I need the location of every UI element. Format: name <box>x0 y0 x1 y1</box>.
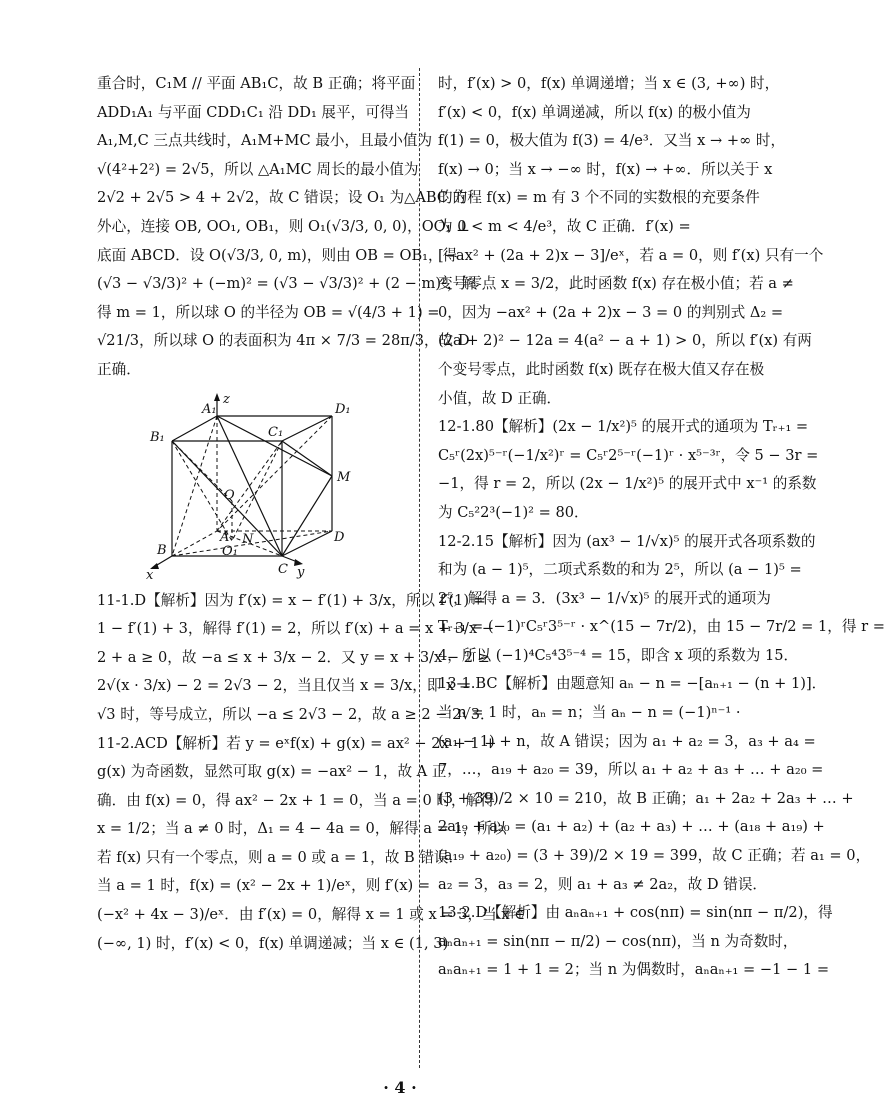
text-line: g(x) 为奇函数，显然可取 g(x) = −ax² − 1，故 A 正 <box>97 763 447 781</box>
text-line: (2a + 2)² − 12a = 4(a² − a + 1) > 0，所以 f′(x) 有两 <box>438 332 812 350</box>
text-line: [−ax² + (2a + 2)x − 3]/eˣ，若 a = 0，则 f′(x) 只有一个 <box>438 246 824 264</box>
text-line: (3 + 39)/2 × 10 = 210，故 B 正确；a₁ + 2a₂ + 2a₃ + … + <box>438 789 854 807</box>
z-axis-arrow <box>214 393 220 401</box>
text-line: −1，得 r = 2，所以 (2x − 1/x²)⁵ 的展开式中 x⁻¹ 的系数 <box>438 475 817 493</box>
text-line: (−∞, 1) 时，f′(x) < 0，f(x) 单调递减；当 x ∈ (1, 3) <box>97 934 449 952</box>
text-line: 0，因为 −ax² + (2a + 2)x − 3 = 0 的判别式 Δ₂ = <box>438 303 784 321</box>
label-o: O <box>224 487 235 503</box>
text-line: 底面 ABCD．设 O(√3/3, 0, m)，则由 OB = OB₁，得 <box>97 246 458 264</box>
label-n: N <box>242 531 254 547</box>
text-line: √21/3，所以球 O 的表面积为 4π × 7/3 = 28π/3，故 D <box>97 332 470 350</box>
text-line: f(1) = 0，极大值为 f(3) = 4/e³．又当 x → +∞ 时， <box>438 132 786 150</box>
text-line: 13-2.D【解析】由 aₙaₙ₊₁ + cos(nπ) = sin(nπ − π/2)，得 <box>438 904 833 922</box>
line-c1-m <box>282 441 332 476</box>
line-o-b1-hidden <box>172 441 232 501</box>
text-line: 1 − f′(1) + 3，解得 f′(1) = 2，所以 f′(x) + a = x + 3/x − <box>97 620 495 638</box>
label-x: x <box>146 567 154 583</box>
label-y: y <box>297 564 305 580</box>
label-d: D <box>334 529 345 545</box>
column-divider <box>419 68 420 1068</box>
text-line: 个变号零点，此时函数 f(x) 既存在极大值又存在极 <box>438 360 765 378</box>
text-line: 和为 (a − 1)⁵，二项式系数的和为 2⁵，所以 (a − 1)⁵ = <box>438 561 802 579</box>
text-line: (a₁₉ + a₂₀) = (3 + 39)/2 × 19 = 399，故 C 正确；若 a₁ = 0， <box>438 847 871 865</box>
label-o1: O₁ <box>222 543 238 559</box>
text-line: 确．由 f(x) = 0，得 ax² − 2x + 1 = 0，当 a = 0 时，解得 <box>97 791 495 809</box>
text-line: 12-2.15【解析】因为 (ax³ − 1/√x)⁵ 的展开式各项系数的 <box>438 532 816 550</box>
text-line: 外心，连接 OB, OO₁, OB₁，则 O₁(√3/3, 0, 0)，OO₁ ⊥ <box>97 217 470 235</box>
text-line: 的方程 f(x) = m 有 3 个不同的实数根的充要条件 <box>438 189 760 207</box>
text-line: aₙaₙ₊₁ = 1 + 1 = 2；当 n 为偶数时，aₙaₙ₊₁ = −1 − 1 = <box>438 961 830 979</box>
edge-c1-d1 <box>282 416 332 441</box>
text-line: 2√(x · 3/x) − 2 = 2√3 − 2，当且仅当 x = 3/x，即 x = <box>97 677 472 695</box>
cube-diagram <box>142 391 352 581</box>
cube-figure <box>97 391 400 581</box>
text-line: f′(x) < 0，f(x) 单调递减，所以 f(x) 的极小值为 <box>438 103 751 121</box>
label-z: z <box>223 391 230 407</box>
text-line: aₙaₙ₊₁ = sin(nπ − π/2) − cos(nπ)，当 n 为奇数时， <box>438 932 798 950</box>
line-b1-o1-hidden <box>172 441 232 541</box>
text-line: C₅ʳ(2x)⁵⁻ʳ(−1/x²)ʳ = C₅ʳ2⁵⁻ʳ(−1)ʳ · x⁵⁻³ʳ，令 5 − 3r = <box>438 446 819 464</box>
text-line: (−x² + 4x − 3)/eˣ．由 f′(x) = 0，解得 x = 1 或 x = 3，当 x ∈ <box>97 906 526 924</box>
text-line: ADD₁A₁ 与平面 CDD₁C₁ 沿 DD₁ 展平，可得当 <box>97 103 409 121</box>
text-line: a₂ = 3，a₃ = 2，则 a₁ + a₃ ≠ 2a₂，故 D 错误． <box>438 875 768 893</box>
text-line: 小值，故 D 正确． <box>438 389 562 407</box>
text-line: 2⁵，解得 a = 3．(3x³ − 1/√x)⁵ 的展开式的通项为 <box>438 589 771 607</box>
label-c1: C₁ <box>268 424 284 440</box>
text-line: 得 m = 1，所以球 O 的半径为 OB = √(4/3 + 1) = <box>97 303 440 321</box>
label-b1: B₁ <box>150 429 165 445</box>
label-d1: D₁ <box>335 401 351 417</box>
text-line: 若 f(x) 只有一个零点，则 a = 0 或 a = 1，故 B 错误． <box>97 848 464 866</box>
text-line: 为 C₅²2³(−1)² = 80． <box>438 503 589 521</box>
text-line: 2√2 + 2√5 > 4 + 2√2，故 C 错误；设 O₁ 为△ABC 的 <box>97 189 468 207</box>
text-line: 11-1.D【解析】因为 f′(x) = x − f′(1) + 3/x，所以 f′(1) = <box>97 591 486 609</box>
text-line: f(x) → 0；当 x → −∞ 时，f(x) → +∞．所以关于 x <box>438 160 773 178</box>
label-c: C <box>278 561 288 577</box>
label-a: A <box>220 529 230 545</box>
text-line: √3 时，等号成立，所以 −a ≤ 2√3 − 2，故 a ≥ 2 − 2√3． <box>97 705 495 723</box>
text-line: A₁,M,C 三点共线时，A₁M+MC 最小，且最小值为 <box>97 132 433 150</box>
text-line: (√3 − √3/3)² + (−m)² = (√3 − √3/3)² + (2 − m)²，解 <box>97 275 477 293</box>
text-line: 时，f′(x) > 0，f(x) 单调递增；当 x ∈ (3, +∞) 时， <box>438 75 780 92</box>
text-line: 当 n = 1 时，aₙ = n；当 aₙ − n = (−1)ⁿ⁻¹ · <box>438 704 741 722</box>
text-line: 正确． <box>97 360 141 378</box>
text-line: 12-1.80【解析】(2x − 1/x²)⁵ 的展开式的通项为 Tᵣ₊₁ = <box>438 418 809 436</box>
right-column <box>438 70 885 985</box>
text-line: 13-1.BC【解析】由题意知 aₙ − n = −[aₙ₊₁ − (n + 1)]． <box>438 675 827 693</box>
text-line: √(4²+2²) = 2√5，所以 △A₁MC 周长的最小值为 <box>97 160 419 178</box>
text-line: x = 1/2；当 a ≠ 0 时，Δ₁ = 4 − 4a = 0，解得 a = 1，所以 <box>97 820 507 838</box>
text-line: 为 0 < m < 4/e³，故 C 正确．f′(x) = <box>438 217 691 235</box>
text-line: Tᵣ₊₁ = (−1)ʳC₅ʳ3⁵⁻ʳ · x^(15 − 7r/2)，由 15 − 7r/2 = 1，得 r = <box>438 618 885 636</box>
text-line: 变号零点 x = 3/2，此时函数 f(x) 存在极小值；若 a ≠ <box>438 275 794 293</box>
label-m: M <box>337 469 351 485</box>
text-line: 4，所以 (−1)⁴C₅⁴3⁵⁻⁴ = 15，即含 x 项的系数为 15． <box>438 646 799 664</box>
text-line: (a₁ − 1) + n，故 A 错误；因为 a₁ + a₂ = 3，a₃ + a₄ = <box>438 732 816 750</box>
label-b: B <box>157 542 167 558</box>
label-a1: A₁ <box>202 401 217 417</box>
text-line: 11-2.ACD【解析】若 y = eˣf(x) + g(x) = ax² − 2x + 1 + <box>97 734 497 752</box>
text-line: 2 + a ≥ 0，故 −a ≤ x + 3/x − 2．又 y = x + 3/x − 2 ≥ <box>97 648 490 666</box>
text-line: 7，…，a₁₉ + a₂₀ = 39，所以 a₁ + a₂ + a₃ + … + a₂₀ = <box>438 761 824 779</box>
text-line: 当 a = 1 时，f(x) = (x² − 2x + 1)/eˣ，则 f′(x) = <box>97 877 431 895</box>
text-line: 2a₁₉ + a₂₀ = (a₁ + a₂) + (a₂ + a₃) + … + (a₁₈ + a₁₉) + <box>438 818 825 836</box>
page-number: · 4 · <box>383 1078 417 1097</box>
text-line: 重合时，C₁M // 平面 AB₁C，故 B 正确；将平面 <box>97 75 416 92</box>
